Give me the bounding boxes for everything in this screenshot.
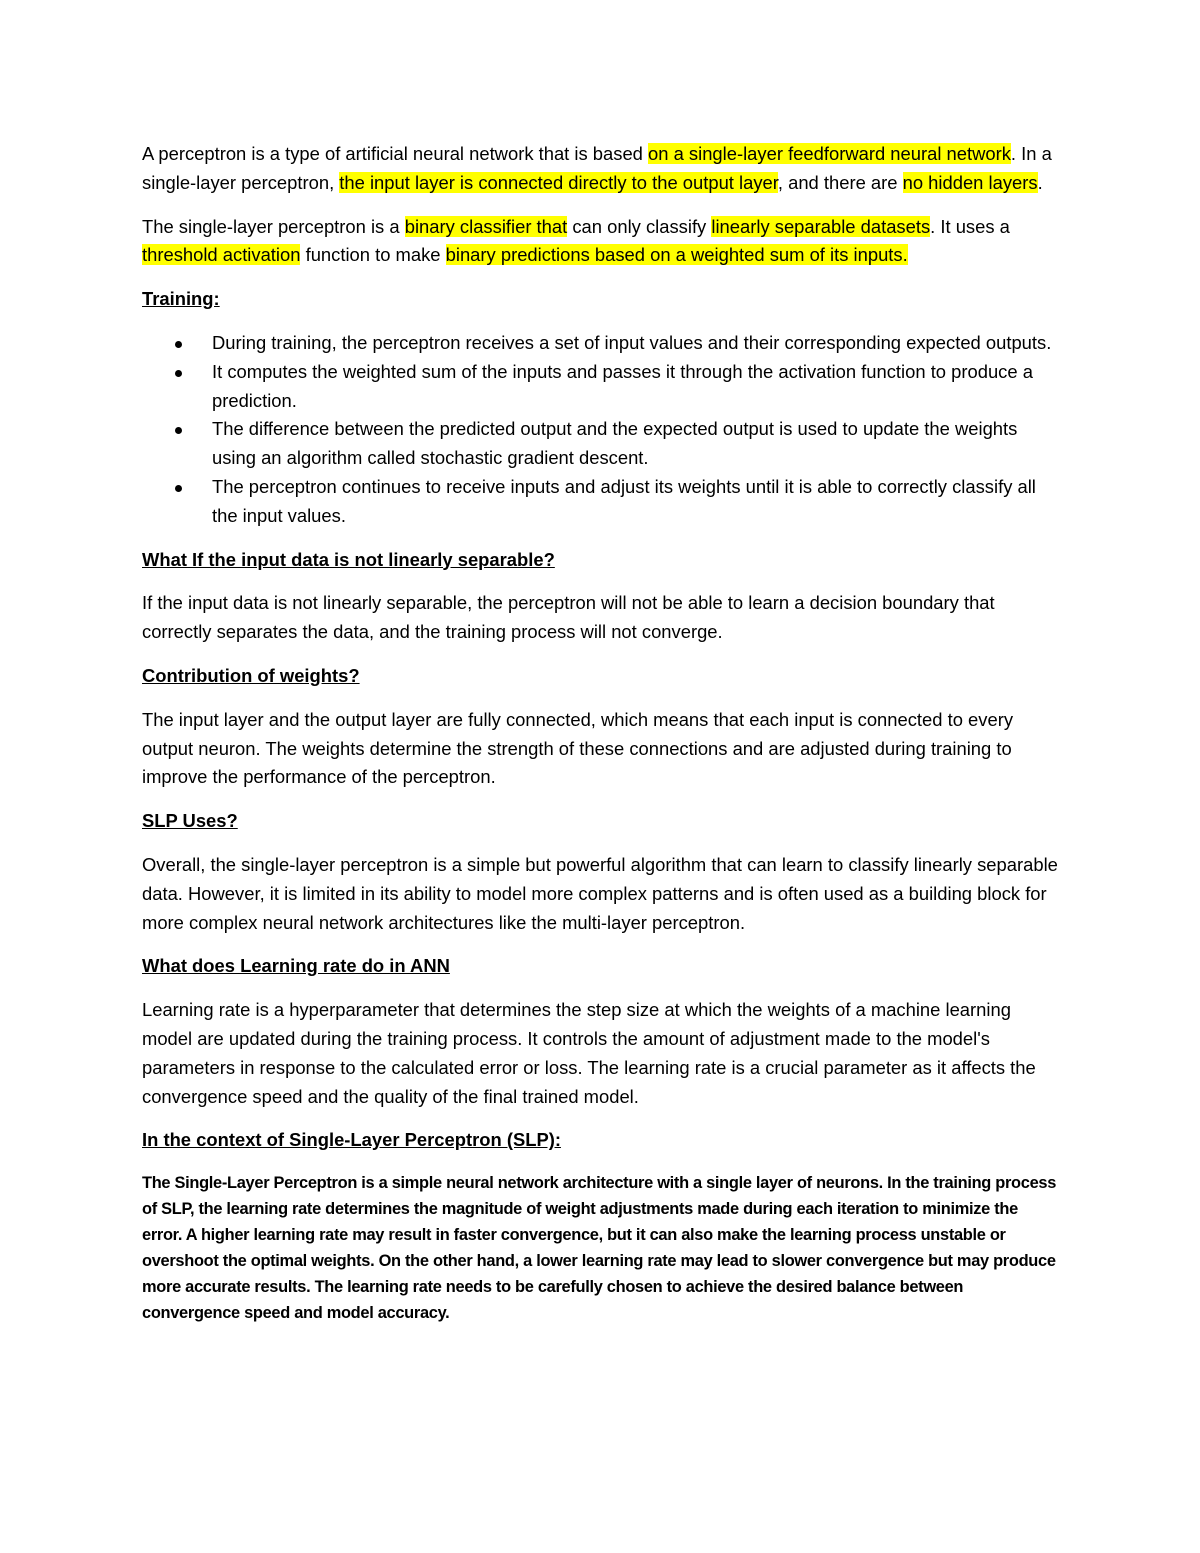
document-body xyxy=(142,140,1062,1326)
learning-rate-paragraph: Learning rate is a hyperparameter that determines the step size at which the weights of a machine learning model are updated during the training process. It controls the amount of adjustment made to the model's parameters in response to the calculated error or loss. The learning rate is a crucial parameter as it affects the convergence speed and the quality of the final trained model. xyxy=(142,999,1036,1107)
intro-paragraph xyxy=(142,140,1062,198)
intro-text-1: A perceptron is a type of artificial neural network that is based xyxy=(142,143,649,164)
binary-text-4: function to make xyxy=(300,244,446,266)
intro-highlight-2: the input layer is connected directly to the output layer xyxy=(339,171,778,193)
uses-paragraph: Overall, the single-layer perceptron is a simple but powerful algorithm that can learn to classify linearly separable data. However, it is limited in its ability to model more complex patterns and is often used as a building block for more complex neural network architectures like the multi-layer perceptron. xyxy=(142,853,1058,933)
training-list xyxy=(142,329,1062,531)
weights-paragraph: The input layer and the output layer are fully connected, which means that each input is connected to every output neuron. The weights determine the strength of these connections and are adjusted during training to improve the performance of the perceptron. xyxy=(142,708,1014,788)
intro-text-3: , and there are xyxy=(777,171,903,193)
uses-heading: SLP Uses? xyxy=(142,810,238,832)
binary-text-3: . It uses a xyxy=(930,215,1010,237)
binary-highlight-3: threshold activation xyxy=(142,244,301,266)
list-item-text: The perceptron continues to receive inputs and adjust its weights until it is able to correctly classify all the input values. xyxy=(212,475,1036,526)
binary-text-1: The single-layer perceptron is a xyxy=(142,215,405,237)
weights-heading: Contribution of weights? xyxy=(142,664,360,686)
bullet-icon xyxy=(175,370,182,377)
slp-context-heading: In the context of Single-Layer Perceptron (SLP): xyxy=(142,1129,561,1151)
binary-paragraph xyxy=(142,213,1062,271)
intro-highlight-3: no hidden layers xyxy=(902,171,1038,193)
list-item-text: It computes the weighted sum of the inputs and passes it through the activation function to produce a prediction. xyxy=(212,360,1033,411)
training-heading: Training: xyxy=(142,288,220,310)
bullet-icon xyxy=(175,427,182,434)
binary-highlight-1: binary classifier that xyxy=(404,215,568,237)
binary-highlight-2: linearly separable datasets xyxy=(711,215,931,237)
intro-text-2: . In a single-layer perceptron, xyxy=(142,143,1052,193)
intro-text-4: . xyxy=(1037,171,1043,193)
learning-rate-heading: What does Learning rate do in ANN xyxy=(142,955,450,977)
list-item xyxy=(142,329,1062,358)
list-item-text: During training, the perceptron receives a set of input values and their corresponding expected outputs. xyxy=(212,331,1052,353)
nonlinear-heading: What If the input data is not linearly separable? xyxy=(142,548,555,570)
bullet-icon xyxy=(175,341,182,348)
binary-highlight-4: binary predictions based on a weighted sum of its inputs. xyxy=(445,244,908,266)
slp-context-paragraph: The Single-Layer Perceptron is a simple neural network architecture with a single layer of neurons. In the training process of SLP, the learning rate determines the magnitude of weight adjustments made during each iteration to minimize the error. A higher learning rate may result in faster convergence, but it can also make the learning process unstable or overshoot the optimal weights. On the other hand, a lower learning rate may lead to slower convergence but may produce more accurate results. The learning rate needs to be carefully chosen to achieve the desired balance between convergence speed and model accuracy. xyxy=(142,1174,1057,1323)
list-item-text: The difference between the predicted output and the expected output is used to update the weights using an algorithm called stochastic gradient descent. xyxy=(212,418,1018,469)
nonlinear-paragraph: If the input data is not linearly separable, the perceptron will not be able to learn a decision boundary that correctly separates the data, and the training process will not converge. xyxy=(142,592,995,643)
binary-text-2: can only classify xyxy=(567,215,712,237)
list-item xyxy=(142,415,1062,473)
list-item xyxy=(142,473,1062,531)
list-item xyxy=(142,358,1062,416)
bullet-icon xyxy=(175,485,182,492)
intro-highlight-1: on a single-layer feedforward neural network xyxy=(648,143,1011,164)
